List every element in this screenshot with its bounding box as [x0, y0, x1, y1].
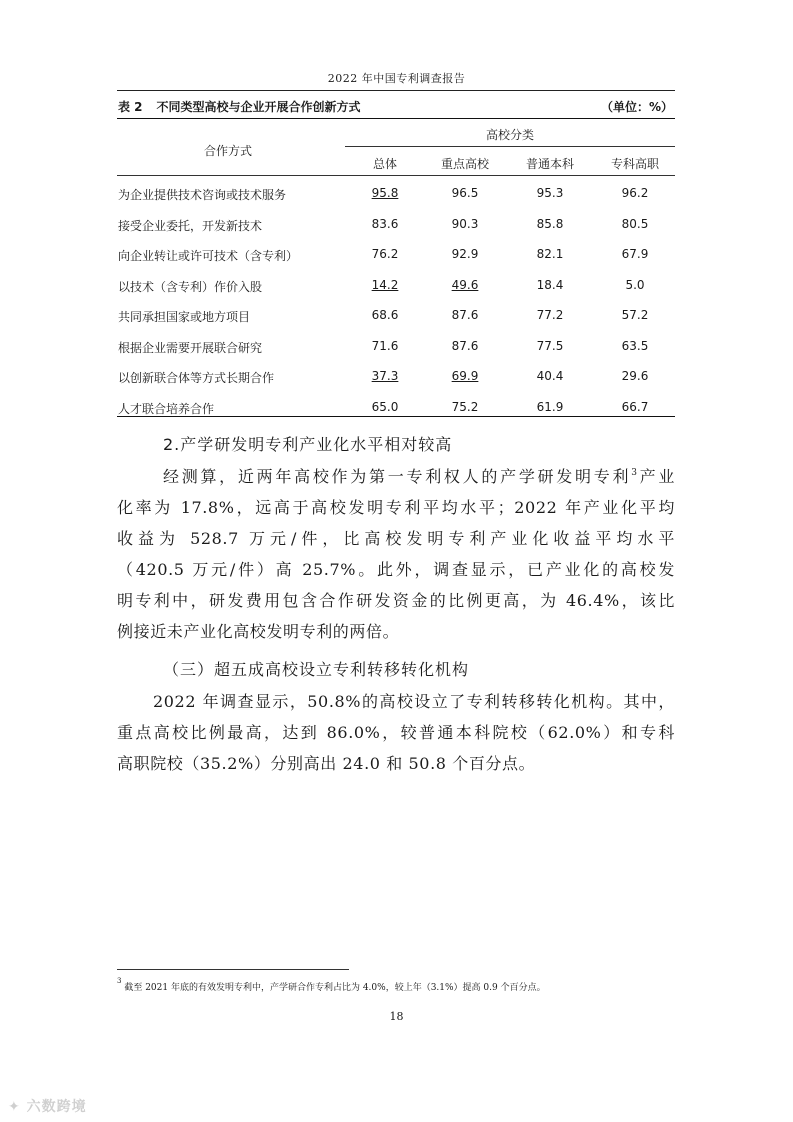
paragraph-line: 明专利中，研发费用包含合作研发资金的比例更高，为 46.4%，该比	[117, 591, 675, 610]
table-cell: 95.8	[371, 186, 399, 200]
table-unit: （单位：%）	[600, 100, 673, 114]
table-cell: 65.0	[371, 399, 399, 414]
row-label: 接受企业委托，开发新技术	[118, 218, 263, 233]
table-bottom-rule	[117, 416, 675, 417]
table-cell: 69.9	[451, 369, 479, 383]
table-header-rule	[117, 175, 675, 176]
footnote	[117, 977, 546, 993]
table-cell: 77.5	[536, 338, 564, 353]
row-label: 以创新联合体等方式长期合作	[118, 371, 275, 385]
table-caption	[118, 98, 361, 115]
table-cell: 87.6	[451, 338, 479, 353]
paragraph-line: 例接近未产业化高校发明专利的两倍。	[117, 622, 400, 641]
paragraph-line: （420.5 万元/件）高 25.7%。此外，调查显示，已产业化的高校发	[117, 560, 675, 579]
watermark-icon: ✦	[8, 1099, 21, 1115]
table-cell: 57.2	[621, 308, 649, 322]
page-number: 18	[389, 1010, 404, 1023]
table-cell: 96.2	[621, 186, 649, 200]
table-cell: 76.2	[371, 247, 399, 261]
table-cell: 92.9	[451, 247, 479, 261]
header-rule	[117, 90, 675, 91]
watermark-logo	[8, 1096, 87, 1116]
table-title: 不同类型高校与企业开展合作创新方式	[156, 100, 361, 114]
col-header-key: 重点高校	[440, 157, 489, 171]
row-label: 向企业转让或许可技术（含专利）	[118, 249, 299, 263]
table-cell: 87.6	[451, 308, 479, 322]
table-cell: 77.2	[536, 308, 564, 322]
table-cell: 68.6	[371, 308, 399, 322]
paragraph-line: 经测算，近两年高校作为第一专利权人的产学研发明专利$^3$产业	[163, 467, 675, 486]
row-label: 共同承担国家或地方项目	[118, 310, 251, 324]
table-cell: 14.2	[371, 277, 399, 292]
row-label: 以技术（含专利）作价入股	[118, 279, 263, 294]
row-label: 根据企业需要开展联合研究	[118, 340, 263, 355]
paragraph-line: 收益为 528.7 万元/件，比高校发明专利产业化收益平均水平	[117, 529, 675, 548]
table-cell: 71.6	[371, 338, 399, 353]
col-header-regular: 普通本科	[525, 157, 574, 171]
row-label: 为企业提供技术咨询或技术服务	[118, 188, 287, 202]
running-header: 2022 年中国专利调查报告	[327, 72, 466, 85]
paragraph-line: 高职院校（35.2%）分别高出 24.0 和 50.8 个百分点。	[117, 754, 536, 773]
table-cell: 49.6	[451, 277, 479, 292]
watermark-text: 六数跨境	[26, 1099, 87, 1115]
table-cell: 95.3	[536, 186, 564, 200]
table-cell: 90.3	[451, 216, 479, 231]
section-heading-2: 2.产学研发明专利产业化水平相对较高	[163, 435, 453, 454]
group-header: 高校分类	[485, 128, 534, 142]
row-header: 合作方式	[203, 144, 252, 158]
table-cell: 83.6	[371, 216, 399, 231]
footnote-text: 截至 2021 年底的有效发明专利中，产学研合作专利占比为 4.0%，较上年（3.1%）提高 0.9 个百分点。	[124, 983, 546, 993]
row-label: 人才联合培养合作	[118, 401, 215, 416]
col-header-overall: 总体	[372, 157, 397, 171]
table-top-rule	[117, 118, 675, 119]
footnote-ref: 3	[631, 468, 638, 478]
table-cell: 37.3	[371, 369, 399, 383]
group-rule	[345, 146, 675, 147]
footnote-mark: 3	[117, 977, 122, 985]
table-cell: 40.4	[536, 369, 564, 383]
paragraph-line: 重点高校比例最高，达到 86.0%，较普通本科院校（62.0%）和专科	[117, 723, 675, 742]
table-cell: 61.9	[536, 399, 564, 414]
table-cell: 85.8	[536, 216, 564, 231]
table-cell: 75.2	[451, 399, 479, 414]
table-cell: 18.4	[536, 277, 564, 292]
table-cell: 66.7	[621, 399, 649, 414]
col-header-vocational: 专科高职	[610, 157, 659, 171]
paragraph-line: 化率为 17.8%，远高于高校发明专利平均水平；2022 年产业化平均	[117, 498, 675, 517]
table-cell: 5.0	[625, 277, 645, 292]
table-cell: 80.5	[621, 216, 649, 231]
table-cell: 29.6	[621, 369, 649, 383]
table-cell: 67.9	[621, 247, 649, 261]
table-cell: 96.5	[451, 186, 479, 200]
section-heading-3: （三）超五成高校设立专利转移转化机构	[163, 660, 470, 679]
footnote-rule	[117, 969, 349, 970]
table-number: 表 2	[118, 100, 143, 114]
table-cell: 82.1	[536, 247, 564, 261]
table-cell: 63.5	[621, 338, 649, 353]
paragraph-line: 2022 年调查显示，50.8%的高校设立了专利转移转化机构。其中，	[153, 692, 675, 711]
